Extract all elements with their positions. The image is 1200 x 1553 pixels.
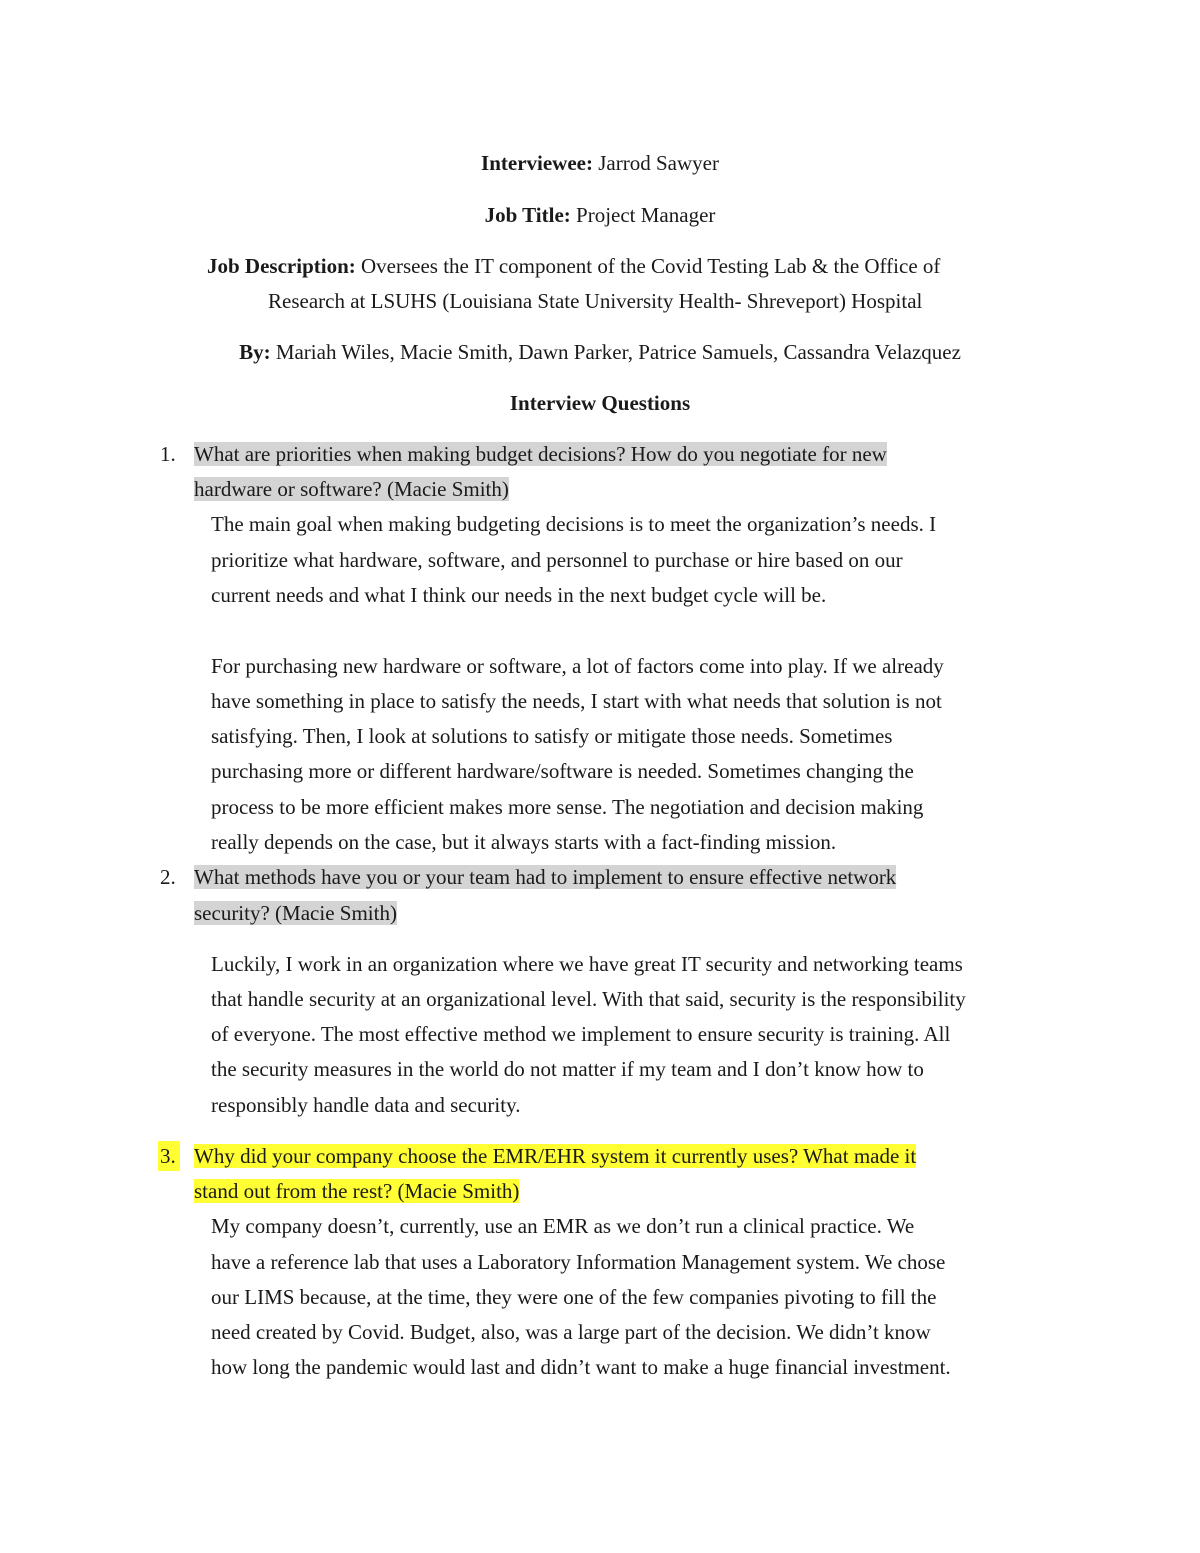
- question-2-text-1: What methods have you or your team had to implement to ensure effective network: [194, 865, 897, 889]
- question-1-number: 1.: [160, 442, 176, 466]
- job-title-line: [0, 200, 1200, 230]
- job-description-label: Job Description:: [207, 254, 356, 278]
- job-title-value: Project Manager: [570, 203, 716, 227]
- question-1-line-1: [194, 439, 887, 469]
- answer-3-line: have a reference lab that uses a Laboratory Information Management system. We chose: [211, 1250, 946, 1274]
- answer-1-line: really depends on the case, but it always starts with a fact-finding mission.: [211, 830, 837, 854]
- by-line: [0, 337, 1200, 367]
- question-3-text-2: stand out from the rest? (Macie Smith): [194, 1179, 520, 1203]
- answer-1-line: The main goal when making budgeting decisions is to meet the organization’s needs. I: [211, 512, 937, 536]
- answer-2-line: of everyone. The most effective method we implement to ensure security is training. All: [211, 1022, 951, 1046]
- question-3-line-1: [194, 1141, 916, 1171]
- job-description-text-2: Research at LSUHS (Louisiana State University Health- Shreveport) Hospital: [268, 289, 923, 313]
- question-2-line-1: [194, 862, 896, 892]
- interviewee-label: Interviewee:: [481, 151, 593, 175]
- question-3-number: 3.: [158, 1141, 180, 1171]
- job-description-line-2: [268, 286, 922, 316]
- job-title-label: Job Title:: [484, 203, 571, 227]
- by-label: By:: [239, 340, 271, 364]
- answer-2-line: responsibly handle data and security.: [211, 1093, 521, 1117]
- section-title: Interview Questions: [509, 391, 691, 415]
- answer-1-line: satisfying. Then, I look at solutions to satisfy or mitigate those needs. Sometimes: [211, 724, 893, 748]
- interviewee-line: [0, 148, 1200, 178]
- answer-2-line: that handle security at an organizational level. With that said, security is the responsibility: [211, 987, 966, 1011]
- question-2-line-2: [194, 898, 397, 928]
- question-2-number: 2.: [160, 865, 176, 889]
- question-3-line-2: [194, 1176, 519, 1206]
- question-1-line-2: [194, 474, 509, 504]
- by-authors: Mariah Wiles, Macie Smith, Dawn Parker, Patrice Samuels, Cassandra Velazquez: [270, 340, 961, 364]
- answer-2-line: Luckily, I work in an organization where we have great IT security and networking teams: [211, 952, 963, 976]
- answer-1-line: purchasing more or different hardware/software is needed. Sometimes changing the: [211, 759, 914, 783]
- question-1-text-2: hardware or software? (Macie Smith): [194, 477, 509, 501]
- answer-3-line: need created by Covid. Budget, also, was a large part of the decision. We didn’t know: [211, 1320, 931, 1344]
- answer-1-line: prioritize what hardware, software, and personnel to purchase or hire based on our: [211, 548, 903, 572]
- answer-3-line: My company doesn’t, currently, use an EMR as we don’t run a clinical practice. We: [211, 1214, 915, 1238]
- answer-1-line: current needs and what I think our needs in the next budget cycle will be.: [211, 583, 827, 607]
- answer-2-line: the security measures in the world do not matter if my team and I don’t know how to: [211, 1057, 924, 1081]
- job-description-line-1: [207, 251, 940, 281]
- question-3-text-1: Why did your company choose the EMR/EHR system it currently uses? What made it: [194, 1144, 917, 1168]
- question-2-text-2: security? (Macie Smith): [194, 901, 397, 925]
- job-description-text-1: Oversees the IT component of the Covid Testing Lab & the Office of: [355, 254, 941, 278]
- answer-3-line: our LIMS because, at the time, they were one of the few companies pivoting to fill the: [211, 1285, 937, 1309]
- answer-1-line: process to be more efficient makes more sense. The negotiation and decision making: [211, 795, 924, 819]
- interviewee-value: Jarrod Sawyer: [592, 151, 719, 175]
- question-1-text-1: What are priorities when making budget decisions? How do you negotiate for new: [194, 442, 887, 466]
- answer-1-line: have something in place to satisfy the needs, I start with what needs that solution is not: [211, 689, 942, 713]
- answer-1-line: For purchasing new hardware or software, a lot of factors come into play. If we already: [211, 654, 944, 678]
- answer-3-line: how long the pandemic would last and didn’t want to make a huge financial investment.: [211, 1355, 951, 1379]
